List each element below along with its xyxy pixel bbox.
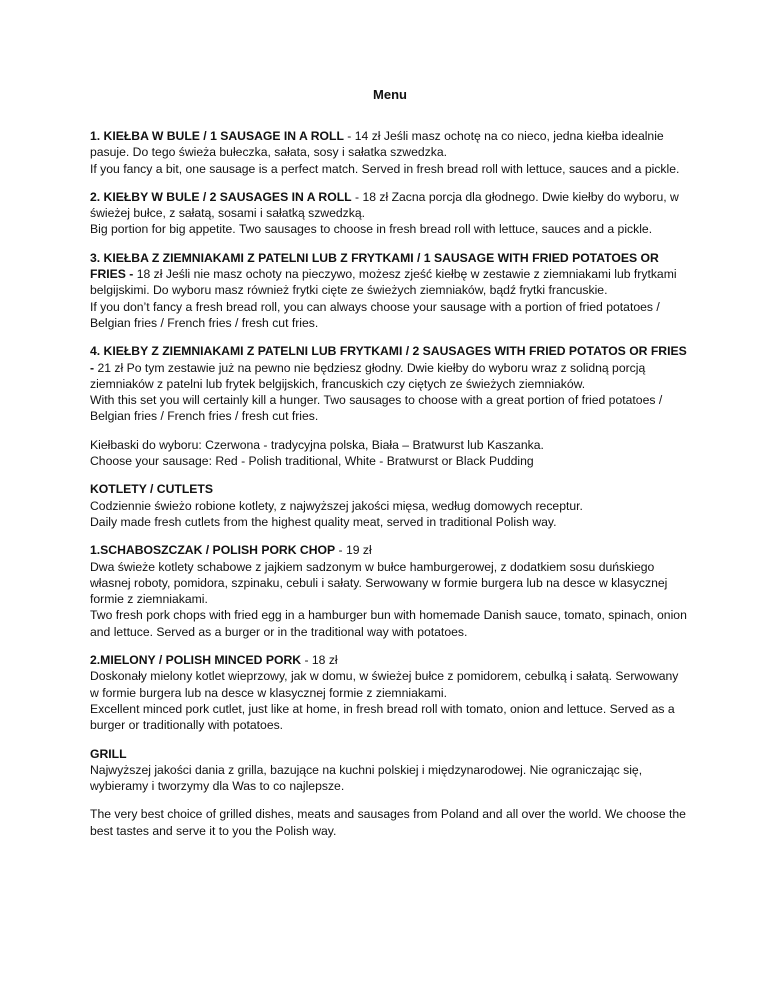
menu-item-2 bbox=[90, 189, 690, 238]
menu-item-1 bbox=[90, 128, 690, 177]
menu-item-3-description: 18 zł Jeśli nie masz ochoty na pieczywo, możesz zjeść kiełbę w zestawie z ziemniakami lub frytkami belgijskimi. Do wyboru masz również frytki cięte ze świeżych ziemniaków, bądź frytki francuskie. bbox=[90, 267, 677, 298]
menu-item-2-description: - 18 zł Zacna porcja dla głodnego. Dwie kiełby do wyboru, w świeżej bułce, z sałatą, sosami i sałatką szwedzką. bbox=[90, 189, 679, 221]
cutlets-heading: KOTLETY / CUTLETS bbox=[90, 482, 214, 497]
cutlets-section bbox=[90, 481, 690, 530]
menu-item-2-en: Big portion for big appetite. Two sausages to choose in fresh bread roll with lettuce, sauces and a pickle. bbox=[90, 222, 653, 237]
cutlet-item-2-heading: 2.MIELONY / POLISH MINCED PORK bbox=[90, 653, 302, 668]
grill-heading: GRILL bbox=[90, 746, 127, 761]
menu-item-3 bbox=[90, 250, 690, 331]
cutlet-item-1-en: Two fresh pork chops with fried egg in a hamburger bun with homemade Danish sauce, tomato, spinach, onion and lettuce. Served as a burger or in the traditional way with potatoes. bbox=[90, 608, 687, 639]
cutlet-item-1 bbox=[90, 542, 690, 640]
menu-item-3-pl bbox=[90, 250, 690, 299]
menu-item-4-pl bbox=[90, 343, 690, 392]
menu-item-1-heading: 1. KIEŁBA W BULE / 1 SAUSAGE IN A ROLL bbox=[90, 129, 344, 143]
sausage-choice-en: Choose your sausage: Red - Polish traditional, White - Bratwurst or Black Pudding bbox=[90, 454, 534, 469]
cutlets-intro-pl: Codziennie świeżo robione kotlety, z najwyższej jakości mięsa, według domowych receptur. bbox=[90, 498, 583, 513]
menu-item-1-en: If you fancy a bit, one sausage is a perfect match. Served in fresh bread roll with lettuce, sauces and a pickle. bbox=[90, 161, 680, 176]
menu-document bbox=[90, 0, 690, 851]
grill-intro-en: The very best choice of grilled dishes, meats and sausages from Poland and all over the world. We choose the best tastes and serve it to you the Polish way. bbox=[90, 807, 686, 838]
page-title: Menu bbox=[373, 87, 407, 102]
cutlet-item-1-price: - 19 zł bbox=[335, 543, 372, 558]
menu-item-1-description: - 14 zł Jeśli masz ochotę na co nieco, jedna kiełba idealnie pasuje. Do tego świeża bułeczka, sałata, sosy i sałatka szwedzka. bbox=[90, 129, 664, 160]
menu-item-2-pl bbox=[90, 189, 690, 222]
cutlet-item-2-price: - 18 zł bbox=[301, 653, 338, 668]
cutlets-intro-en: Daily made fresh cutlets from the highest quality meat, served in traditional Polish way. bbox=[90, 514, 557, 529]
menu-item-3-en: If you don’t fancy a fresh bread roll, you can always choose your sausage with a portion of fried potatoes / Belgian fries / French fries / fresh cut fries. bbox=[90, 299, 660, 330]
grill-section bbox=[90, 746, 690, 795]
cutlet-item-2 bbox=[90, 652, 690, 733]
cutlet-item-2-pl: Doskonały mielony kotlet wieprzowy, jak w domu, w świeżej bułce z pomidorem, cebulką i sałatą. Serwowany w formie burgera lub na desce w klasycznej formie z ziemniakami. bbox=[90, 669, 679, 700]
cutlet-item-2-title bbox=[90, 652, 690, 668]
sausage-choice-pl: Kiełbaski do wyboru: Czerwona - tradycyjna polska, Biała – Bratwurst lub Kaszanka. bbox=[90, 437, 544, 452]
cutlet-item-1-heading: 1.SCHABOSZCZAK / POLISH PORK CHOP bbox=[90, 543, 336, 558]
menu-item-4-description: 21 zł Po tym zestawie już na pewno nie będziesz głodny. Dwie kiełby do wyboru wraz z solidną porcją ziemniaków z patelni lub frytek belgijskich, francuskich czy ciętych ze świeżych ziemniaków. bbox=[90, 360, 646, 391]
menu-item-3-heading: 3. KIEŁBA Z ZIEMNIAKAMI Z PATELNI LUB Z FRYTKAMI / 1 SAUSAGE WITH FRIED POTATOES OR FRIES - bbox=[90, 250, 659, 282]
menu-item-4 bbox=[90, 343, 690, 424]
cutlet-item-1-pl: Dwa świeże kotlety schabowe z jajkiem sadzonym w bułce hamburgerowej, z dodatkiem sosu duńskiego własnej roboty, pomidora, szpinaku, cebuli i sałaty. Serwowany w formie burgera lub na desce w klasycznej formie z ziemniakami. bbox=[90, 559, 668, 607]
cutlet-item-2-en: Excellent minced pork cutlet, just like at home, in fresh bread roll with tomato, onion and lettuce. Served as a burger or traditionally with potatoes. bbox=[90, 701, 675, 733]
sausage-choice bbox=[90, 437, 690, 470]
menu-item-1-pl bbox=[90, 128, 690, 161]
grill-intro-en-block bbox=[90, 806, 690, 839]
menu-item-4-en: With this set you will certainly kill a hunger. Two sausages to choose with a great portion of fried potatoes / Belgian fries / French fries / fresh cut fries. bbox=[90, 393, 663, 424]
grill-intro-pl: Najwyższej jakości dania z grilla, bazujące na kuchni polskiej i międzynarodowej. Nie ograniczając się, wybieramy i tworzymy dla Was to co najlepsze. bbox=[90, 762, 643, 794]
menu-item-2-heading: 2. KIEŁBY W BULE / 2 SAUSAGES IN A ROLL bbox=[90, 189, 352, 204]
cutlet-item-1-title bbox=[90, 542, 690, 558]
menu-item-4-heading: 4. KIEŁBY Z ZIEMNIAKAMI Z PATELNI LUB FRYTKAMI / 2 SAUSAGES WITH FRIED POTATOS OR FRIES - bbox=[90, 344, 687, 375]
